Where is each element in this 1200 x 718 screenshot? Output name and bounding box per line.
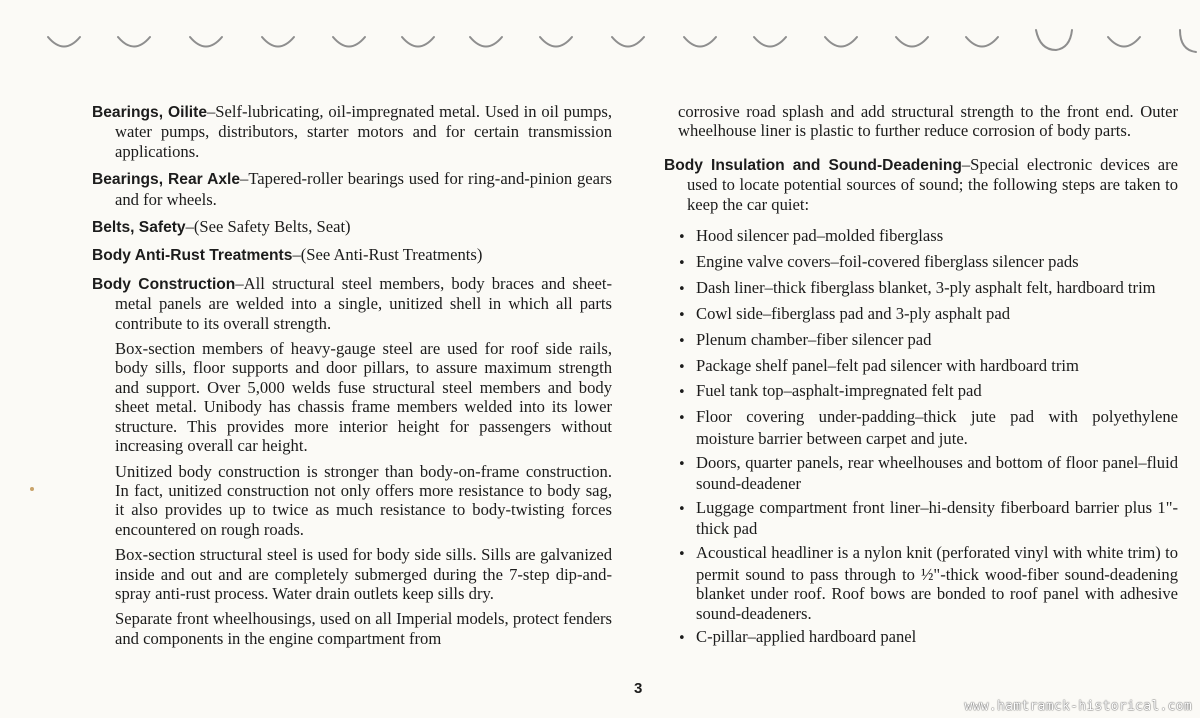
body-construction-paragraph: Box-section members of heavy-gauge steel are used for roof side rails, body sills, floor supports and door pillars, to assure maximum strength and support. Over 5,000 welds fuse structural steel members and body sheet metal. Unibody has chassis frame members welded into its lower structure. This provides more interior height for passengers without increasing overall car height.	[115, 339, 612, 456]
list-item: • Acoustical headliner is a nylon knit (perforated vinyl with white trim) to permit sound to pass through to ½"-thick wood-fiber sound-deadening blanket under roof. Roof bows are bonded to roof panel with adhesive sound-deadeners.	[678, 543, 1178, 623]
glossary-entry-bearings-oilite	[92, 102, 612, 161]
bullet-icon: •	[678, 456, 686, 472]
list-item: • Dash liner–thick fiberglass blanket, 3-ply asphalt felt, hardboard trim	[664, 278, 1178, 299]
binder-hole	[190, 37, 222, 47]
binder-hole	[48, 37, 80, 47]
entry-definition: –Special electronic devices are used to locate potential sources of sound; the following steps are taken to keep the car quiet:	[687, 154, 1178, 214]
glossary-entry-belts-safety	[92, 217, 612, 237]
list-item: • Plenum chamber–fiber silencer pad	[664, 330, 1178, 351]
binder-hole	[333, 37, 365, 47]
list-item: • Package shelf panel–felt pad silencer with hardboard trim	[664, 356, 1178, 377]
list-item: • Cowl side–fiberglass pad and 3-ply asphalt pad	[664, 304, 1178, 325]
list-item: • Floor covering under-padding–thick jute pad with polyethylene moisture barrier between carpet and jute.	[678, 407, 1178, 448]
list-item: • Doors, quarter panels, rear wheelhouses and bottom of floor panel–fluid sound-deadener	[678, 452, 1178, 494]
bullet-icon: •	[678, 333, 686, 349]
entry-term: Bearings, Oilite	[92, 104, 207, 121]
body-construction-paragraph: Box-section structural steel is used for body side sills. Sills are galvanized inside and out and are completely submerged during the 7-step dip-and-spray anti-rust process. Water drain outlets keep sills dry.	[115, 545, 612, 603]
glossary-entry-body-insulation	[664, 155, 1178, 214]
page-number: 3	[634, 680, 643, 697]
entry-definition: –All structural steel members, body braces and sheet-metal panels are welded into a single, unitized shell in which all parts contribute to its overall strength.	[115, 273, 612, 333]
glossary-entry-body-anti-rust	[92, 245, 612, 265]
entry-term: Body Anti-Rust Treatments	[92, 247, 293, 265]
entry-term: Bearings, Rear Axle	[92, 171, 241, 189]
bullet-icon: •	[678, 255, 686, 271]
binder-holes	[0, 0, 1200, 70]
list-item: • Hood silencer pad–molded fiberglass	[664, 226, 1178, 247]
binder-hole	[402, 37, 434, 47]
bullet-icon: •	[678, 547, 686, 563]
watermark: www.hamtramck-historical.com	[964, 699, 1192, 714]
binder-hole	[1108, 37, 1140, 47]
list-item: • Engine valve covers–foil-covered fiberglass silencer pads	[664, 252, 1178, 273]
glossary-entry-body-construction	[92, 274, 612, 333]
paper-speck	[30, 487, 34, 491]
list-item: • Fuel tank top–asphalt-impregnated felt pad	[664, 381, 1178, 402]
binder-hole	[470, 37, 502, 47]
entry-definition: –Tapered-roller bearings used for ring-and-pinion gears and for wheels.	[115, 169, 612, 209]
list-item: • C-pillar–applied hardboard panel	[664, 627, 1178, 648]
bullet-icon: •	[678, 385, 686, 401]
sound-deadening-list	[664, 226, 1178, 649]
body-construction-paragraph: Unitized body construction is stronger than body-on-frame construction. In fact, unitized construction not only offers more resistance to body sag, it also provides up to twice as much resistance to body-twisting forces encountered on rough roads.	[115, 461, 612, 539]
binder-hole	[966, 37, 998, 47]
binder-hole	[612, 37, 644, 47]
bullet-icon: •	[678, 411, 686, 427]
binder-hole	[684, 37, 716, 47]
binder-hole	[1036, 30, 1072, 50]
body-construction-paragraph: Separate front wheelhousings, used on all Imperial models, protect fenders and components in the engine compartment from	[115, 609, 612, 648]
bullet-icon: •	[678, 359, 686, 375]
entry-definition: –Self-lubricating, oil-impregnated metal. Used in oil pumps, water pumps, distributors, starter motors and for certain transmission applications.	[115, 102, 612, 161]
right-column	[664, 102, 1178, 653]
glossary-entry-bearings-rear-axle	[92, 169, 612, 209]
binder-hole	[118, 37, 150, 47]
bullet-icon: •	[678, 307, 686, 323]
binder-hole	[896, 37, 928, 47]
binder-hole	[1180, 30, 1196, 52]
bullet-icon: •	[678, 631, 686, 647]
bullet-icon: •	[678, 230, 686, 246]
left-column	[92, 102, 612, 654]
binder-hole	[540, 37, 572, 47]
entry-definition: –(See Anti-Rust Treatments)	[292, 245, 483, 265]
binder-hole	[825, 37, 857, 47]
bullet-icon: •	[678, 502, 686, 517]
entry-definition: –(See Safety Belts, Seat)	[185, 217, 351, 237]
entry-term: Body Construction	[92, 275, 236, 293]
bullet-icon: •	[678, 281, 686, 297]
entry-term: Belts, Safety	[92, 219, 186, 237]
list-item: • Luggage compartment front liner–hi-density fiberboard barrier plus 1"-thick pad	[678, 498, 1178, 539]
entry-term: Body Insulation and Sound-Deadening	[664, 156, 962, 174]
binder-hole	[262, 37, 294, 47]
binder-hole	[754, 37, 786, 47]
continued-paragraph: corrosive road splash and add structural strength to the front end. Outer wheelhouse liner is plastic to further reduce corrosion of body parts.	[678, 102, 1178, 141]
